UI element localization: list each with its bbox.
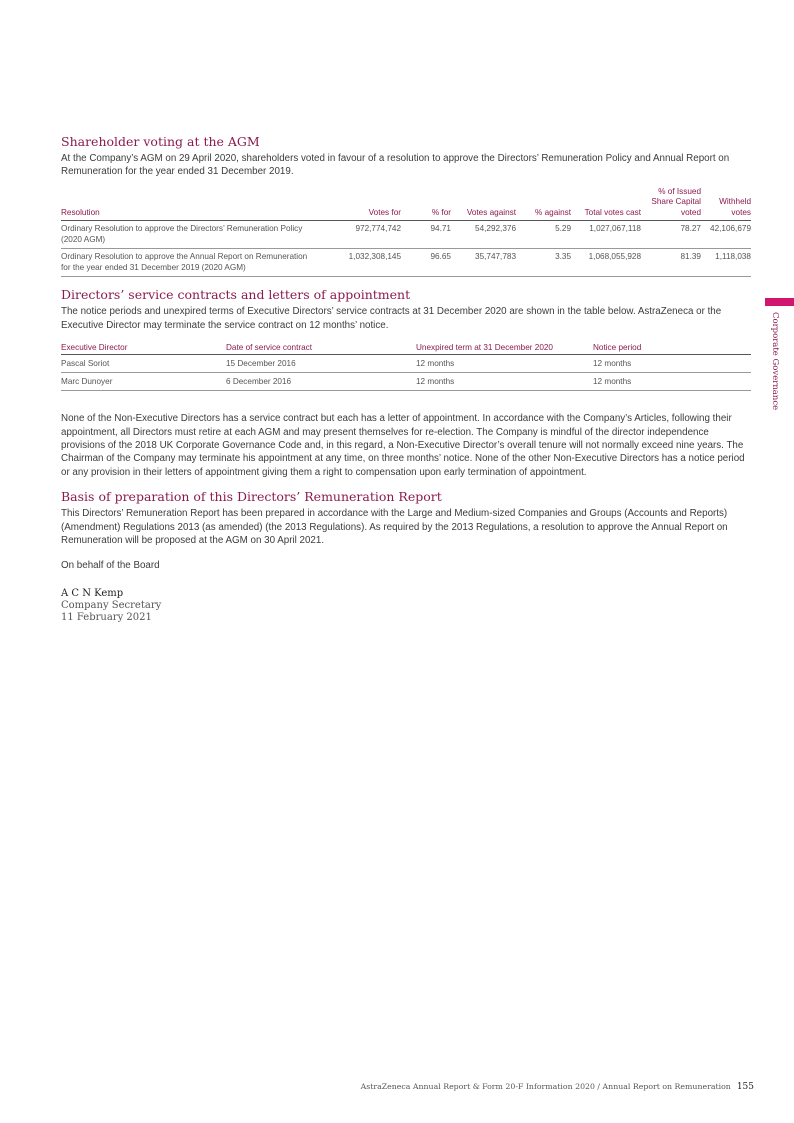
voting-table [61, 187, 751, 278]
votes-against-cell: 54,292,376 [451, 221, 516, 249]
unexpired-term-cell: 12 months [416, 355, 593, 373]
pct-against-cell: 5.29 [516, 221, 571, 249]
col-votes-for: Votes for [326, 187, 401, 221]
col-pct-for: % for [401, 187, 451, 221]
contract-date-cell: 6 December 2016 [226, 373, 416, 391]
total-votes-cell: 1,068,055,928 [571, 249, 641, 277]
votes-for-cell: 1,032,308,145 [326, 249, 401, 277]
col-votes-against: Votes against [451, 187, 516, 221]
voting-intro: At the Company’s AGM on 29 April 2020, shareholders voted in favour of a resolution to approve the Directors’ Remuneration Policy and Annual Report on Remuneration for the year ended 31 December 2019. [61, 153, 730, 178]
non-executive-paragraph: None of the Non-Executive Directors has a service contract but each has a letter of appointment. In accordance with the Company’s Articles, following their appointment, all Directors must retire at each AGM and may present themselves for re-election. The Company is mindful of the director independence provisions of the 2018 UK Corporate Governance Code and, in this regard, a Non-Executive Director’s overall tenure will not normally exceed nine years. The Chairman of the Company may terminate his appointment at any time, on three months’ notice. None of the other Non-Executive Directors has a notice period or any provision in their letters of appointment giving them a right to compensation upon early termination of appointment. [61, 413, 745, 478]
col-pct-against: % against [516, 187, 571, 221]
page-content [61, 134, 751, 625]
withheld-cell: 1,118,038 [701, 249, 751, 277]
notice-period-cell: 12 months [593, 373, 751, 391]
basis-heading: Basis of preparation of this Directors’ Remuneration Report [61, 489, 442, 505]
pct-issued-cell: 78.27 [641, 221, 701, 249]
voting-section [61, 134, 751, 277]
withheld-cell: 42,106,679 [701, 221, 751, 249]
contracts-intro: The notice periods and unexpired terms of Executive Directors’ service contracts at 31 December 2020 are shown in the table below. AstraZeneca or the Executive Director may terminate the service contract on 12 months’ notice. [61, 306, 722, 331]
col-withheld: Withheld votes [701, 187, 751, 221]
signatory-name: A C N Kemp [61, 587, 124, 599]
col-total-votes: Total votes cast [571, 187, 641, 221]
col-executive-director: Executive Director [61, 343, 226, 355]
page-footer [361, 1082, 754, 1092]
table-row [61, 249, 751, 277]
director-name-cell: Marc Dunoyer [61, 373, 226, 391]
footer-text: AstraZeneca Annual Report & Form 20-F Information 2020 / Annual Report on Remuneration [360, 1082, 731, 1091]
contracts-header-row [61, 343, 751, 355]
contracts-section [61, 287, 751, 479]
total-votes-cell: 1,027,067,118 [571, 221, 641, 249]
table-row [61, 221, 751, 249]
voting-heading: Shareholder voting at the AGM [61, 134, 260, 149]
unexpired-term-cell: 12 months [416, 373, 593, 391]
signoff-block [61, 559, 751, 624]
col-resolution: Resolution [61, 187, 326, 221]
table-row [61, 355, 751, 373]
pct-issued-cell: 81.39 [641, 249, 701, 277]
col-unexpired-term: Unexpired term at 31 December 2020 [416, 343, 593, 355]
section-side-label: Corporate Governance [770, 312, 780, 411]
signoff-date: 11 February 2021 [61, 612, 152, 624]
contracts-heading: Directors’ service contracts and letters of appointment [61, 287, 411, 303]
col-notice-period: Notice period [593, 343, 751, 355]
pct-for-cell: 96.65 [401, 249, 451, 277]
notice-period-cell: 12 months [593, 355, 751, 373]
page-number: 155 [736, 1082, 754, 1092]
section-tab-marker [765, 298, 794, 306]
resolution-cell: Ordinary Resolution to approve the Annual Report on Remuneration for the year ended 31 December 2019 (2020 AGM) [61, 249, 326, 277]
voting-header-row [61, 187, 751, 221]
votes-for-cell: 972,774,742 [326, 221, 401, 249]
resolution-cell: Ordinary Resolution to approve the Directors’ Remuneration Policy (2020 AGM) [61, 221, 326, 249]
table-row [61, 373, 751, 391]
pct-for-cell: 94.71 [401, 221, 451, 249]
contract-date-cell: 15 December 2016 [226, 355, 416, 373]
on-behalf-text: On behalf of the Board [61, 560, 160, 572]
basis-section [61, 489, 751, 547]
director-name-cell: Pascal Soriot [61, 355, 226, 373]
pct-against-cell: 3.35 [516, 249, 571, 277]
votes-against-cell: 35,747,783 [451, 249, 516, 277]
col-contract-date: Date of service contract [226, 343, 416, 355]
service-contracts-table [61, 343, 751, 391]
signatory-title: Company Secretary [61, 599, 162, 611]
basis-paragraph: This Directors’ Remuneration Report has been prepared in accordance with the Large and Medium-sized Companies and Groups (Accounts and Reports) (Amendment) Regulations 2013 (as amended) (the 2013 Regulations). As required by the 2013 Regulations, a resolution to approve the Annual Report on Remuneration will be proposed at the AGM on 30 April 2021. [61, 508, 728, 546]
col-pct-issued: % of Issued Share Capital voted [641, 187, 701, 221]
